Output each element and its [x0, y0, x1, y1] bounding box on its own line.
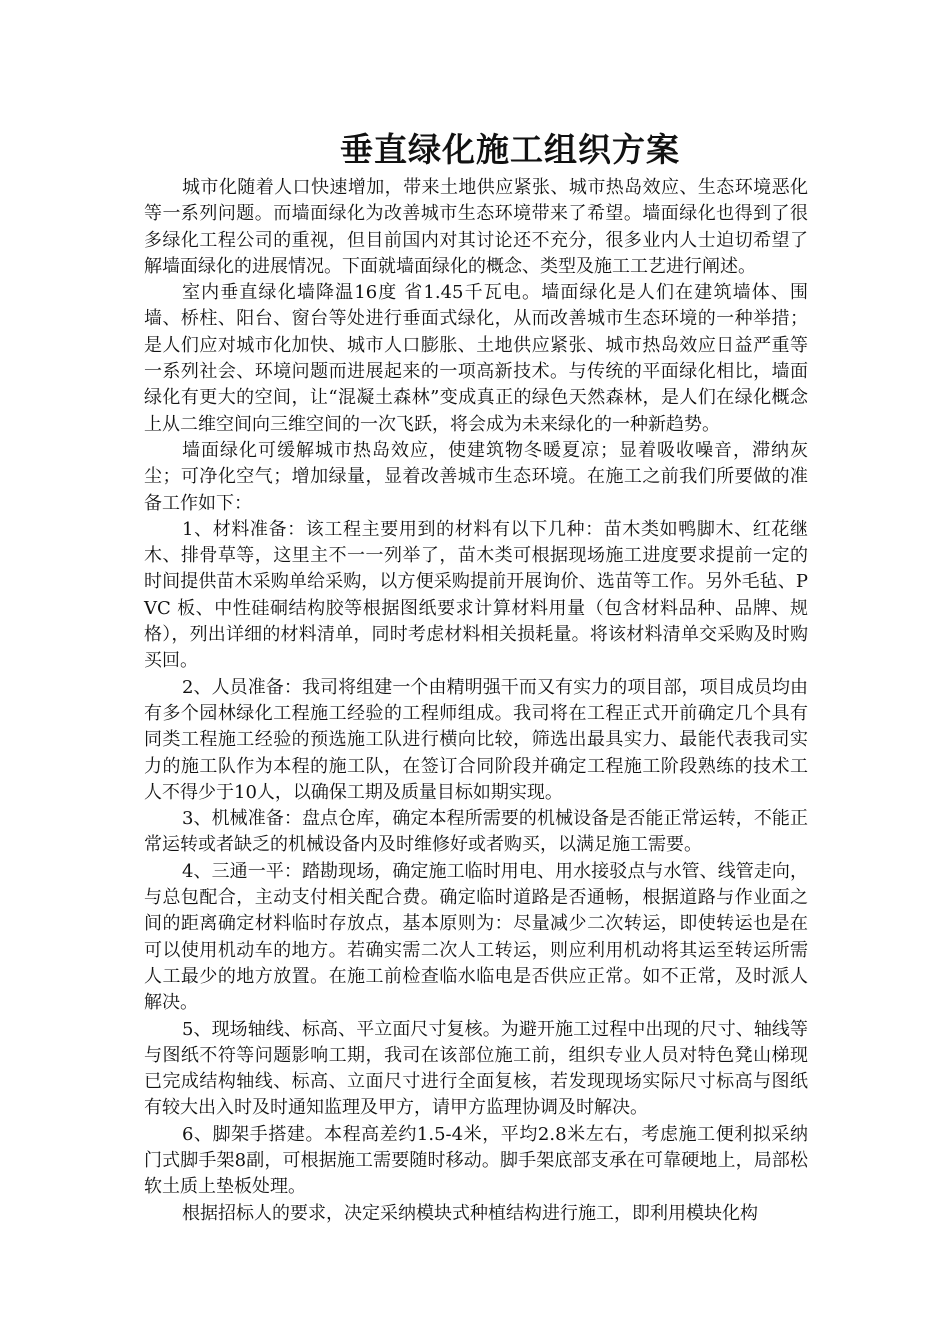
paragraph-benefits: 墙面绿化可缓解城市热岛效应，使建筑物冬暖夏凉；显着吸收噪音，滞纳灰尘；可净化空气；增加绿量，显着改善城市生态环境。在施工之前我们所要做的准备工作如下：	[144, 439, 808, 514]
paragraph-site-prep: 4、三通一平：踏勘现场，确定施工临时用电、用水接驳点与水管、线管走向，与总包配合，主动支付相关配合费。确定临时道路是否通畅，根据道路与作业面之间的距离确定材料临时存放点，基本原则为：尽量减少二次转运，即使转运也是在可以使用机动车的地方。若确实需二次人工转运，则应利用机动将其运至转运所需人工最少的地方放置。在施工前检查临水临电是否供应正常。如不正常，及时派人解决。	[144, 860, 808, 1014]
document-title: 垂直绿化施工组织方案	[340, 130, 680, 169]
paragraph-concept: 室内垂直绿化墙降温16度 省1.45千瓦电。墙面绿化是人们在建筑墙体、围墙、桥柱、阳台、窗台等处进行垂面式绿化，从而改善城市生态环境的一种举措；是人们应对城市化加快、城市人口膨胀、土地供应紧张、城市热岛效应日益严重等一系列社会、环境问题而进展起来的一项高新技术。与传统的平面绿化相比，墙面绿化有更大的空间，让“混凝土森林”变成真正的绿色天然森林，是人们在绿化概念上从二维空间向三维空间的一次飞跃，将会成为未来绿化的一种新趋势。	[144, 282, 808, 435]
document-body	[144, 175, 808, 1227]
paragraph-module-structure: 根据招标人的要求，决定采纳模块式种植结构进行施工，即利用模块化构	[182, 1202, 758, 1224]
paragraph-intro: 城市化随着人口快速增加，带来土地供应紧张、城市热岛效应、生态环境恶化等一系列问题。而墙面绿化为改善城市生态环境带来了希望。墙面绿化也得到了很多绿化工程公司的重视，但目前国内对其讨论还不充分，很多业内人士迫切希望了解墙面绿化的进展情况。下面就墙面绿化的概念、类型及施工工艺进行阐述。	[144, 177, 808, 277]
paragraph-staff-prep: 2、人员准备：我司将组建一个由精明强干而又有实力的项目部，项目成员均由有多个园林绿化工程施工经验的工程师组成。我司将在工程正式开前确定几个具有同类工程施工经验的预选施工队进行横向比较，筛选出最具实力、最能代表我司实力的施工队作为本程的施工队，在签订合同阶段并确定工程施工阶段熟练的技术工人不得少于10人，以确保工期及质量目标如期实现。	[144, 676, 808, 803]
paragraph-machine-prep: 3、机械准备：盘点仓库，确定本程所需要的机械设备是否能正常运转，不能正常运转或者缺乏的机械设备内及时维修好或者购买，以满足施工需要。	[144, 808, 808, 856]
paragraph-axis-check: 5、现场轴线、标高、平立面尺寸复核。为避开施工过程中出现的尺寸、轴线等与图纸不符等问题影响工期，我司在该部位施工前，组织专业人员对特色凳山梯现已完成结构轴线、标高、立面尺寸进行全面复核，若发现现场实际尺寸标高与图纸有较大出入时及时通知监理及甲方，请甲方监理协调及时解决。	[144, 1018, 808, 1119]
paragraph-scaffolding: 6、脚架手搭建。本程高差约1.5-4米，平均2.8米左右，考虑施工便利拟采纳门式脚手架8副，可根据施工需要随时移动。脚手架底部支承在可靠硬地上，局部松软土质上垫板处理。	[144, 1123, 808, 1198]
paragraph-material-prep: 1、材料准备：该工程主要用到的材料有以下几种：苗木类如鸭脚木、红花继木、排骨草等，这里主不一一列举了，苗木类可根据现场施工进度要求提前一定的时间提供苗木采购单给采购，以方便采购提前开展询价、选苗等工作。另外毛毡、PVC 板、中性硅硐结构胶等根据图纸要求计算材料用量（包含材料品种、品牌、规格），列出详细的材料清单，同时考虑材料相关损耗量。将该材料清单交采购及时购买回。	[144, 518, 808, 672]
